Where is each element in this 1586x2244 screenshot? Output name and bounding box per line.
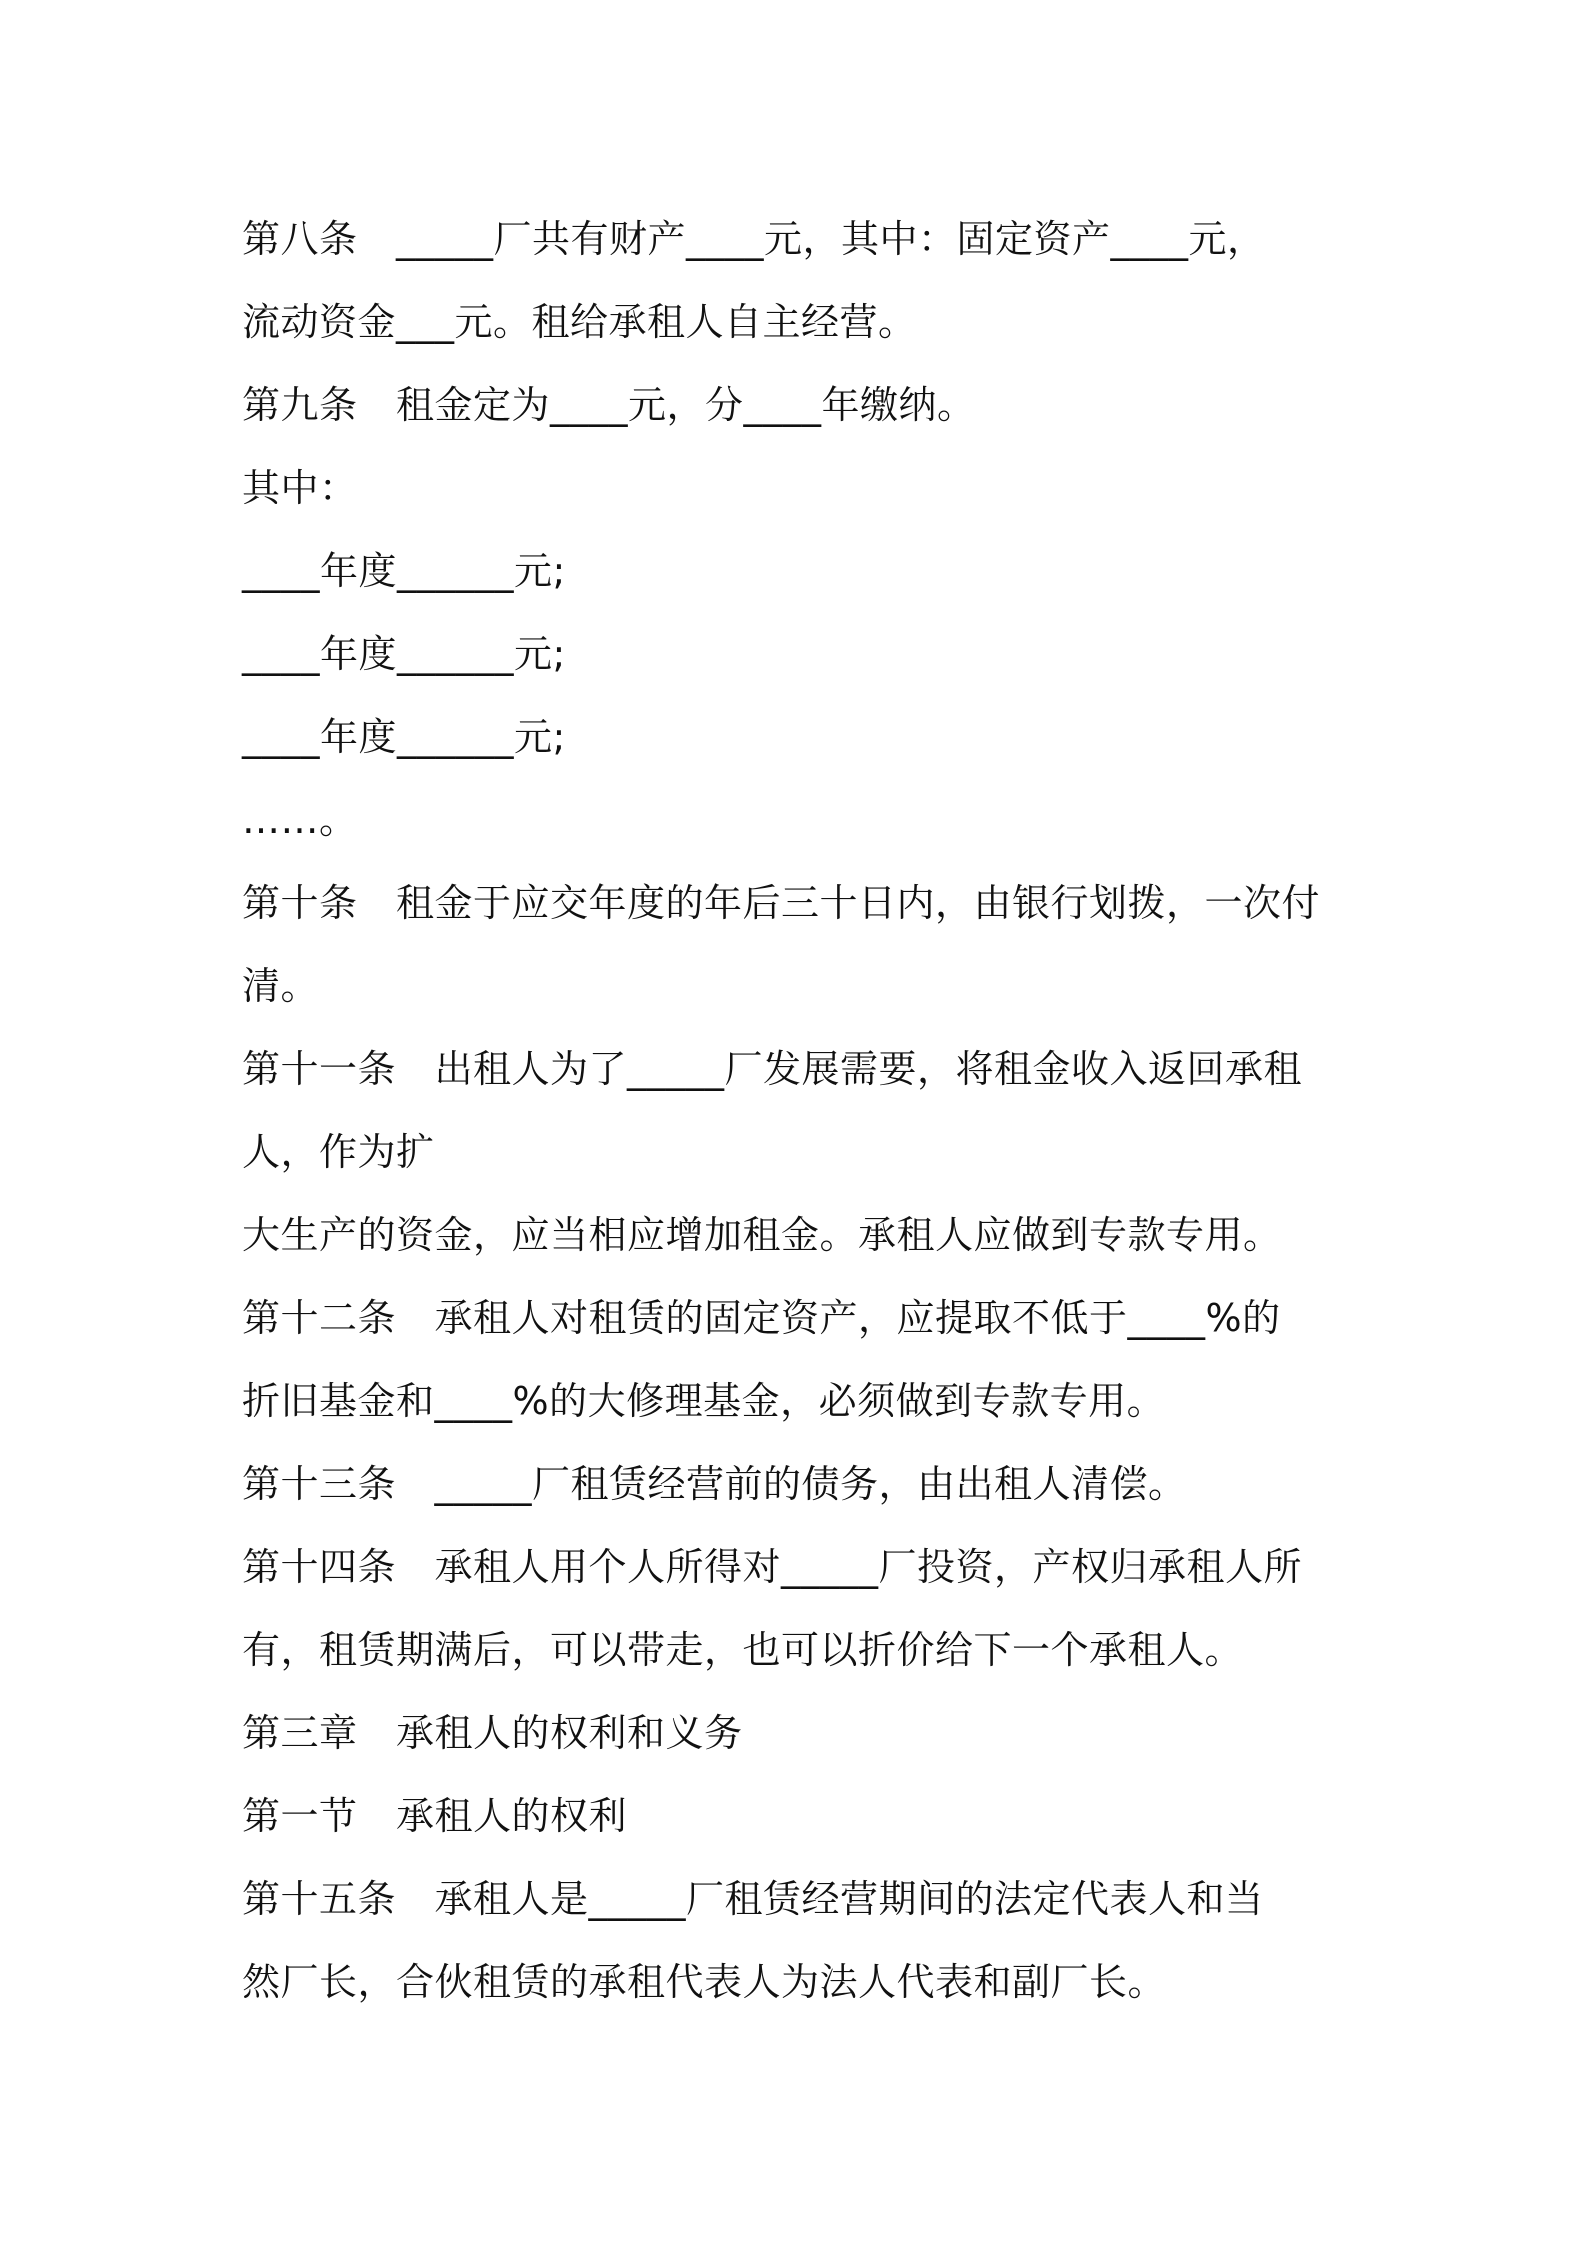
article-8-line-1: 第八条 _____厂共有财产____元，其中：固定资产____元，: [242, 217, 1266, 261]
article-14-line-2: 有，租赁期满后，可以带走，也可以折价给下一个承租人。: [242, 1628, 1244, 1672]
article-15-line-2: 然厂长，合伙租赁的承租代表人为法人代表和副厂长。: [242, 1960, 1167, 2004]
chapter-3-heading: 第三章 承租人的权利和义务: [242, 1711, 743, 1755]
article-12-line-2: 折旧基金和____%的大修理基金，必须做到专款专用。: [242, 1379, 1166, 1423]
article-11-line-1: 第十一条 出租人为了_____厂发展需要，将租金收入返回承租: [242, 1047, 1303, 1091]
article-8-line-2: 流动资金___元。租给承租人自主经营。: [242, 300, 917, 344]
article-12-line-1: 第十二条 承租人对租赁的固定资产，应提取不低于____%的: [242, 1296, 1281, 1340]
article-13-line-1: 第十三条 _____厂租赁经营前的债务，由出租人清偿。: [242, 1462, 1187, 1506]
article-9-year-item-1: ____年度______元;: [242, 549, 566, 593]
section-1-heading: 第一节 承租人的权利: [242, 1794, 628, 1838]
article-11-line-3: 大生产的资金，应当相应增加租金。承租人应做到专款专用。: [242, 1213, 1282, 1257]
article-9-line-1: 第九条 租金定为____元，分____年缴纳。: [242, 383, 976, 427]
article-10-line-1: 第十条 租金于应交年度的年后三十日内，由银行划拨，一次付: [242, 881, 1321, 925]
document-body: [242, 198, 1362, 2024]
article-9-year-item-3: ____年度______元;: [242, 715, 566, 759]
article-10-line-2: 清。: [242, 964, 320, 1008]
article-15-line-1: 第十五条 承租人是_____厂租赁经营期间的法定代表人和当: [242, 1877, 1264, 1921]
article-9-ellipsis: ……。: [242, 798, 358, 842]
article-9-year-item-2: ____年度______元;: [242, 632, 566, 676]
article-11-line-2: 人，作为扩: [242, 1130, 435, 1174]
article-9-subheading: 其中：: [242, 466, 358, 510]
article-14-line-1: 第十四条 承租人用个人所得对_____厂投资，产权归承租人所: [242, 1545, 1303, 1589]
